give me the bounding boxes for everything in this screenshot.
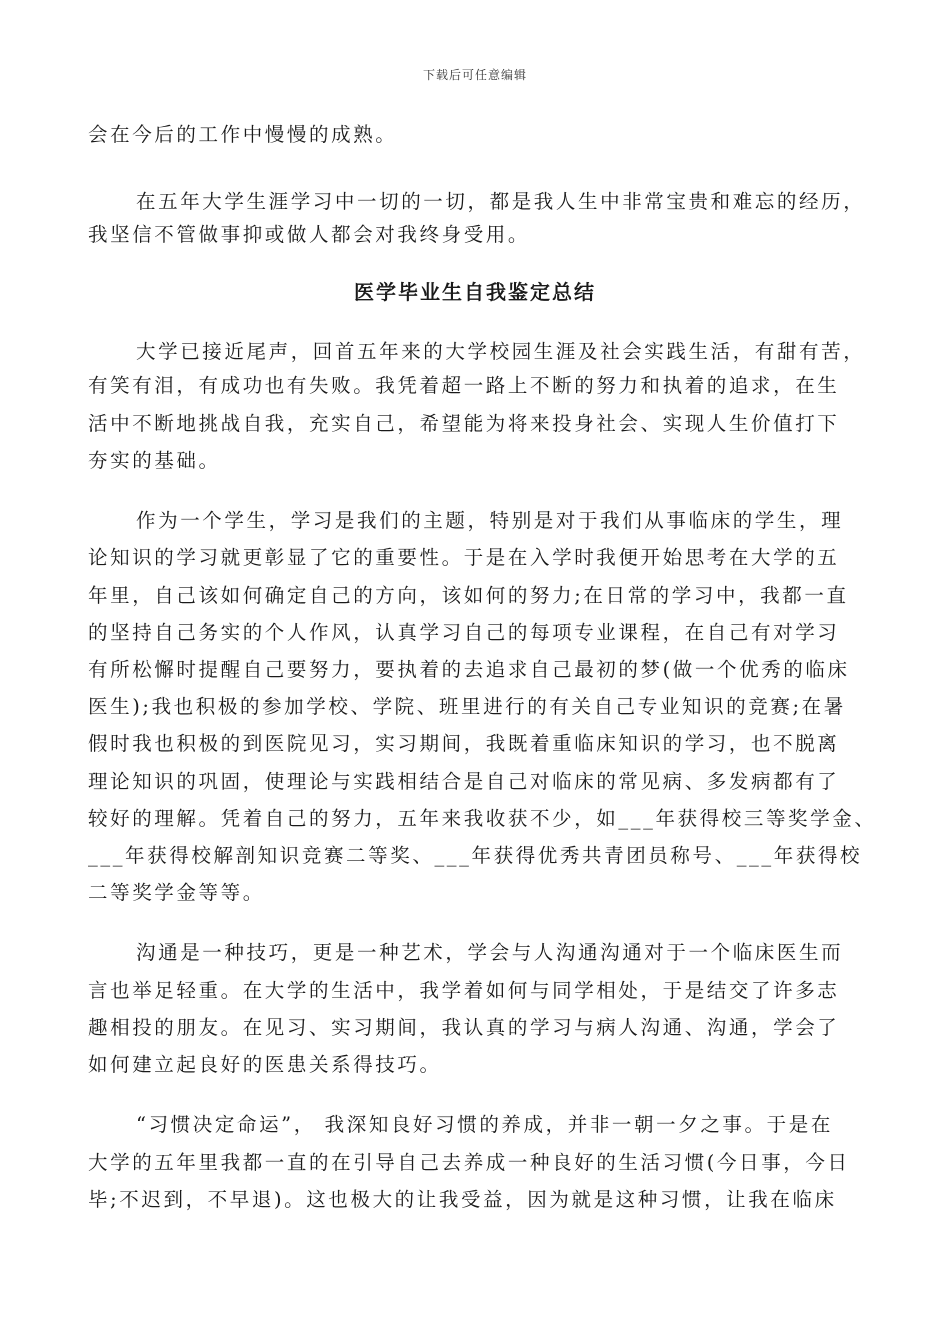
- text-line: 作为一个学生，学习是我们的主题，特别是对于我们从事临床的学生，理: [136, 509, 844, 532]
- text-line: 医生);我也积极的参加学校、学院、班里进行的有关自己专业知识的竞赛;在暑: [88, 695, 846, 718]
- text-line: 有所松懈时提醒自己要努力，要执着的去追求自己最初的梦(做一个优秀的临床: [88, 658, 850, 681]
- text-line: 假时我也积极的到医院见习，实习期间，我既着重临床知识的学习，也不脱离: [88, 732, 840, 755]
- text-line: 论知识的学习就更彰显了它的重要性。于是在入学时我便开始思考在大学的五: [88, 546, 840, 569]
- text-line: 趣相投的朋友。在见习、实习期间，我认真的学习与病人沟通、沟通，学会了: [88, 1016, 840, 1039]
- text-line: 毕;不迟到，不早退)。这也极大的让我受益，因为就是这种习惯，让我在临床: [88, 1188, 837, 1211]
- text-line: 如何建立起良好的医患关系得技巧。: [88, 1053, 442, 1076]
- text-line: 沟通是一种技巧，更是一种艺术，学会与人沟通沟通对于一个临床医生而: [136, 941, 844, 964]
- text-line: 夯实的基础。: [88, 449, 221, 472]
- text-line: ___年获得校解剖知识竞赛二等奖、___年获得优秀共青团员称号、___年获得校: [88, 844, 863, 867]
- text-line: 会在今后的工作中慢慢的成熟。: [88, 123, 398, 146]
- text-line: 年里，自己该如何确定自己的方向，该如何的努力;在日常的学习中，我都一直: [88, 584, 849, 607]
- text-line: 言也举足轻重。在大学的生活中，我学着如何与同学相处，于是结交了许多志: [88, 979, 840, 1002]
- text-line: “习惯决定命运”， 我深知良好习惯的养成，并非一朝一夕之事。于是在: [136, 1113, 833, 1136]
- text-line: 的坚持自己务实的个人作风，认真学习自己的每项专业课程，在自己有对学习: [88, 621, 840, 644]
- text-line: 理论知识的巩固，使理论与实践相结合是自己对临床的常见病、多发病都有了: [88, 770, 840, 793]
- text-line: 活中不断地挑战自我，充实自己，希望能为将来投身社会、实现人生价值打下: [88, 412, 840, 435]
- text-line: 有笑有泪，有成功也有失败。我凭着超一路上不断的努力和执着的追求，在生: [88, 374, 840, 397]
- header-note: 下载后可任意编辑: [422, 68, 527, 82]
- text-line: 我坚信不管做事抑或做人都会对我终身受用。: [88, 223, 531, 246]
- section-title: 医学毕业生自我鉴定总结: [354, 280, 596, 304]
- text-line: 大学的五年里我都一直的在引导自己去养成一种良好的生活习惯(今日事，今日: [88, 1151, 850, 1174]
- text-line: 二等奖学金等等。: [88, 881, 265, 904]
- text-line: 在五年大学生涯学习中一切的一切，都是我人生中非常宝贵和难忘的经历，: [136, 190, 866, 213]
- text-line: 大学已接近尾声，回首五年来的大学校园生涯及社会实践生活，有甜有苦，: [136, 340, 866, 363]
- text-line: 较好的理解。凭着自己的努力，五年来我收获不少，如___年获得校三等奖学金、: [88, 807, 877, 830]
